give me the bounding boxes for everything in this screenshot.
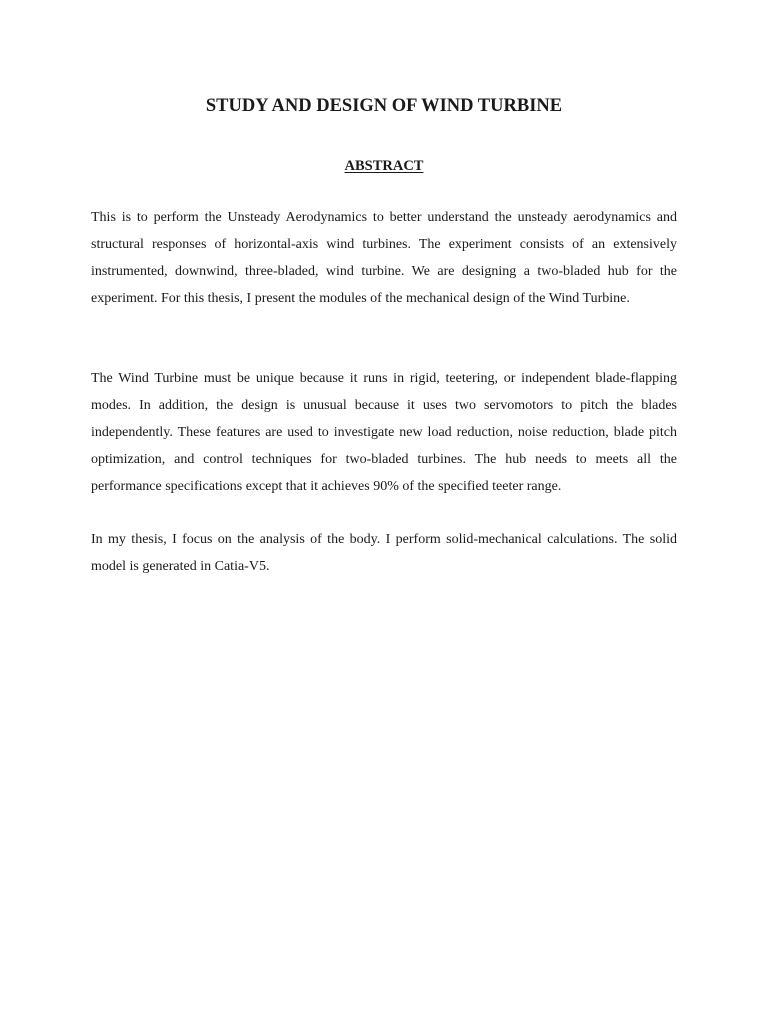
document-title: STUDY AND DESIGN OF WIND TURBINE — [205, 96, 563, 116]
abstract-paragraph-3: In my thesis, I focus on the analysis of the body. I perform solid-mechanical calculations. The solid model is generated in Catia-V5. — [91, 532, 677, 574]
abstract-heading: ABSTRACT — [344, 158, 424, 174]
abstract-paragraph-2: The Wind Turbine must be unique because it runs in rigid, teetering, or independent blade-flapping modes. In addition, the design is unusual because it uses two servomotors to pitch the blades independently. These features are used to investigate new load reduction, noise reduction, blade pitch optimization, and control techniques for two-bladed turbines. The hub needs to meets all the performance specifications except that it achieves 90% of the specified teeter range. — [91, 371, 677, 494]
abstract-paragraph-1: This is to perform the Unsteady Aerodynamics to better understand the unsteady aerodynamics and structural responses of horizontal-axis wind turbines. The experiment consists of an extensively instrumented, downwind, three-bladed, wind turbine. We are designing a two-bladed hub for the experiment. For this thesis, I present the modules of the mechanical design of the Wind Turbine. — [91, 210, 677, 306]
